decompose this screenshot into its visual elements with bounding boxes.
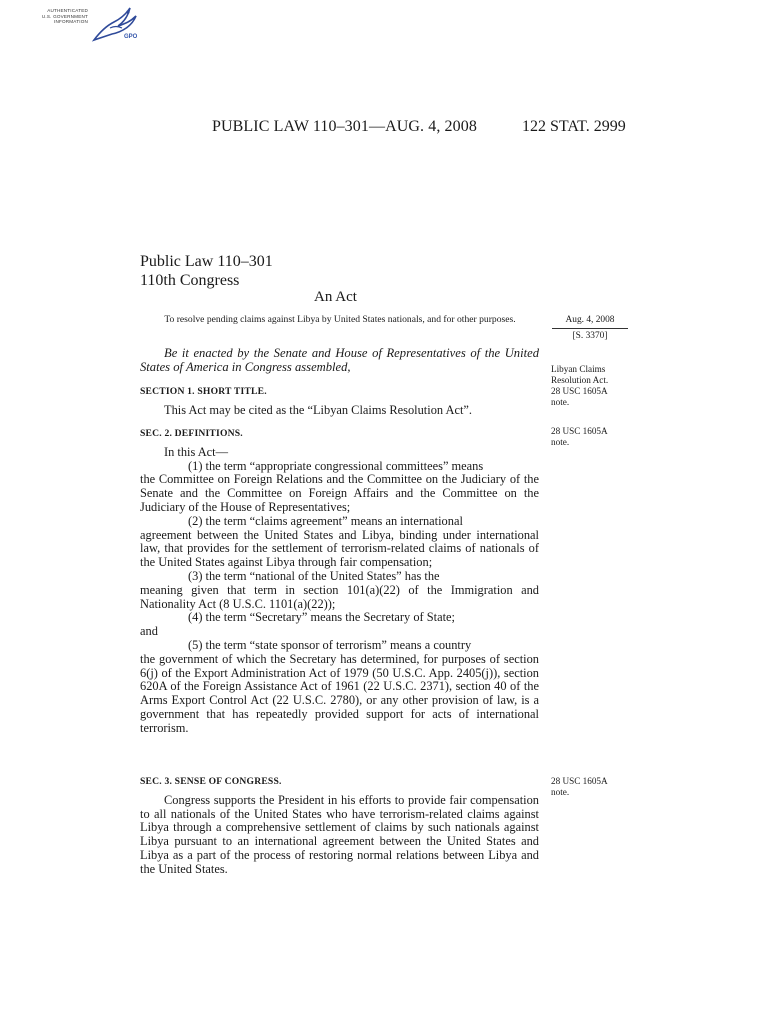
definition-body: agreement between the United States and Libya, binding under international law, that provides for the settlement of terrorism-related claims of nationals of the United States against Libya through fair compensation;	[140, 527, 539, 570]
act-heading: An Act	[314, 289, 357, 305]
enactment-date: Aug. 4, 2008	[565, 315, 615, 325]
definition-lead: (5) the term “state sponsor of terrorism” means a country	[188, 637, 472, 652]
definition-body: and	[140, 624, 158, 639]
gpo-badge-text	[28, 8, 88, 25]
side-note-line: note.	[551, 437, 570, 447]
margin-date-note	[552, 314, 628, 342]
section-heading: SEC. 3. SENSE OF CONGRESS.	[140, 776, 282, 787]
definition-lead: (4) the term “Secretary” means the Secretary of State;	[188, 610, 455, 625]
definition-paragraph	[140, 639, 539, 736]
running-head: PUBLIC LAW 110–301—AUG. 4, 2008	[212, 118, 477, 135]
law-title-block	[140, 252, 273, 290]
definition-paragraph	[140, 515, 539, 570]
definition-lead: (3) the term “national of the United States” has the	[188, 568, 440, 583]
side-note-line: 28 USC 1605A	[551, 426, 608, 436]
gpo-badge-line: AUTHENTICATED	[47, 8, 88, 13]
side-note-short-title	[551, 364, 631, 408]
date-rule	[552, 328, 628, 329]
definition-paragraph	[140, 611, 539, 639]
public-law-number: Public Law 110–301	[140, 253, 273, 270]
definition-paragraph	[140, 460, 539, 515]
side-note-definitions	[551, 426, 631, 448]
definition-paragraph	[140, 570, 539, 611]
gpo-badge-line: U.S. GOVERNMENT	[41, 13, 88, 19]
section-text: Congress supports the President in his efforts to provide fair compensation to all nationals of the United States who have terrorism-related claims against Libya through a comprehensive settlement of claims by such nationals against Libya pursuant to an international agreement between the United States and Libya as a part of the process of restoring normal relations between Libya and the United States.	[140, 792, 539, 876]
gpo-mark: GPO	[124, 34, 138, 40]
side-note-sense-of-congress	[551, 776, 631, 798]
side-note-line: 28 USC 1605A	[551, 386, 608, 396]
definition-lead: (1) the term “appropriate congressional committees” means	[188, 458, 484, 473]
definition-body: the government of which the Secretary has determined, for purposes of section 6(j) of the Export Administration Act of 1979 (50 U.S.C. App. 2405(j)), section 620A of the Foreign Assistance Act of 1961 (22 U.S.C. 2371), section 40 of the Arms Export Control Act (22 U.S.C. 2780), or any other provision of law, is a government that has repeatedly provided support for acts of international terrorism.	[140, 651, 539, 735]
definition-body: meaning given that term in section 101(a)(22) of the Immigration and Nationality Act (8 U.S.C. 1101(a)(22));	[140, 582, 539, 611]
side-note-line: note.	[551, 787, 570, 797]
act-purpose: To resolve pending claims against Libya by United States nationals, and for other purposes.	[164, 314, 516, 325]
gpo-authentication-logo	[28, 4, 140, 46]
enacting-clause: Be it enacted by the Senate and House of Representatives of the United States of America in Congress assembled,	[140, 346, 539, 374]
section-1	[140, 385, 539, 418]
side-note-line: note.	[551, 397, 570, 407]
bill-number: [S. 3370]	[572, 331, 608, 341]
congress-label: 110th Congress	[140, 272, 240, 289]
definitions-intro: In this Act—	[164, 444, 229, 459]
section-heading: SECTION 1. SHORT TITLE.	[140, 386, 267, 397]
section-heading: SEC. 2. DEFINITIONS.	[140, 428, 243, 439]
section-2	[140, 427, 539, 736]
side-note-line: 28 USC 1605A	[551, 776, 608, 786]
definition-lead: (2) the term “claims agreement” means an international	[188, 513, 463, 528]
side-note-line: Libyan Claims	[551, 364, 606, 374]
gpo-badge-line: INFORMATION	[53, 19, 88, 25]
stat-page-number: 122 STAT. 2999	[522, 118, 626, 135]
definition-body: the Committee on Foreign Relations and the Committee on the Judiciary of the Senate and the Committee on Foreign Affairs and the Committee on the Judiciary of the House of Representatives;	[140, 472, 539, 514]
section-3	[140, 775, 539, 877]
side-note-line: Resolution Act.	[551, 375, 609, 385]
section-text: This Act may be cited as the “Libyan Claims Resolution Act”.	[164, 402, 472, 417]
